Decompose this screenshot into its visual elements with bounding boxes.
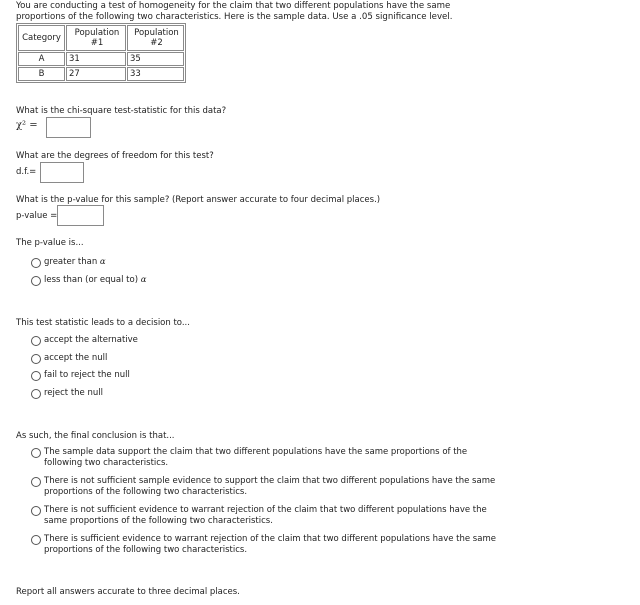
radio-button[interactable] bbox=[31, 448, 41, 458]
radio-button[interactable] bbox=[31, 506, 41, 516]
option-fail-to-reject-null[interactable] bbox=[31, 370, 130, 381]
conclusion-option-1[interactable] bbox=[31, 447, 501, 469]
problem-statement: You are conducting a test of homogeneity for the claim that two different populations have the same proportions of the following two characteristics. Here is the sample data. Use a .05 significance level. bbox=[16, 1, 453, 22]
option-label: There is not sufficient sample evidence to support the claim that two different populations have the same proportions of the following two characteristics. bbox=[44, 476, 496, 497]
option-label: less than (or equal to) bbox=[44, 275, 139, 285]
p-value-input[interactable] bbox=[57, 205, 104, 226]
pop1-cell: 31 bbox=[66, 52, 126, 66]
radio-button[interactable] bbox=[31, 258, 41, 268]
option-label: There is sufficient evidence to warrant rejection of the claim that two different populations have the same proportions of the following two characteristics. bbox=[44, 534, 496, 555]
sample-data-table bbox=[16, 23, 186, 83]
radio-button[interactable] bbox=[31, 336, 41, 346]
option-accept-null[interactable] bbox=[31, 353, 107, 364]
category-cell: A bbox=[18, 52, 65, 66]
header-category: Category bbox=[18, 25, 65, 51]
radio-button[interactable] bbox=[31, 276, 41, 286]
alpha-symbol: α bbox=[99, 257, 106, 267]
option-accept-alternative[interactable] bbox=[31, 335, 138, 346]
p-value-question: What is the p-value for this sample? (Report answer accurate to four decimal places.) bbox=[16, 195, 381, 205]
alpha-symbol: α bbox=[140, 275, 147, 285]
conclusion-prompt: As such, the final conclusion is that... bbox=[16, 431, 175, 441]
chi-square-question: What is the chi-square test-statistic for this data? bbox=[16, 106, 227, 116]
option-label: accept the null bbox=[44, 353, 108, 363]
option-label: accept the alternative bbox=[44, 335, 138, 345]
radio-button[interactable] bbox=[31, 371, 41, 381]
table-row bbox=[18, 67, 184, 81]
chi-square-input[interactable] bbox=[46, 117, 91, 138]
option-label: greater than bbox=[44, 257, 98, 267]
option-label: There is not sufficient evidence to warrant rejection of the claim that two different populations have the same proportions of the following two characteristics. bbox=[44, 505, 487, 526]
pop2-cell: 35 bbox=[127, 52, 184, 66]
df-question: What are the degrees of freedom for this test? bbox=[16, 151, 214, 161]
option-reject-null[interactable] bbox=[31, 388, 103, 399]
footer-note: Report all answers accurate to three decimal places. bbox=[16, 587, 240, 597]
decision-prompt: This test statistic leads to a decision to... bbox=[16, 318, 190, 328]
table-header-row bbox=[18, 25, 184, 51]
option-label: reject the null bbox=[44, 388, 103, 398]
df-label: d.f.= bbox=[16, 167, 37, 177]
header-population-2: Population #2 bbox=[127, 25, 184, 51]
chi-square-label: χ² = bbox=[16, 120, 38, 131]
conclusion-option-4[interactable] bbox=[31, 534, 501, 556]
option-label: The sample data support the claim that two different populations have the same proportions of the following two characteristics. bbox=[44, 447, 468, 468]
option-label: fail to reject the null bbox=[44, 370, 130, 380]
table-row bbox=[18, 52, 184, 66]
option-greater-than[interactable] bbox=[31, 257, 106, 268]
p-compare-prompt: The p-value is... bbox=[16, 238, 84, 248]
option-less-than-or-equal[interactable] bbox=[31, 275, 146, 286]
conclusion-option-3[interactable] bbox=[31, 505, 501, 527]
df-input[interactable] bbox=[40, 162, 84, 183]
radio-button[interactable] bbox=[31, 389, 41, 399]
header-population-1: Population #1 bbox=[66, 25, 126, 51]
radio-button[interactable] bbox=[31, 477, 41, 487]
radio-button[interactable] bbox=[31, 535, 41, 545]
pop1-cell: 27 bbox=[66, 67, 126, 81]
pop2-cell: 33 bbox=[127, 67, 184, 81]
category-cell: B bbox=[18, 67, 65, 81]
p-value-label: p-value = bbox=[16, 211, 58, 221]
radio-button[interactable] bbox=[31, 354, 41, 364]
conclusion-option-2[interactable] bbox=[31, 476, 501, 498]
